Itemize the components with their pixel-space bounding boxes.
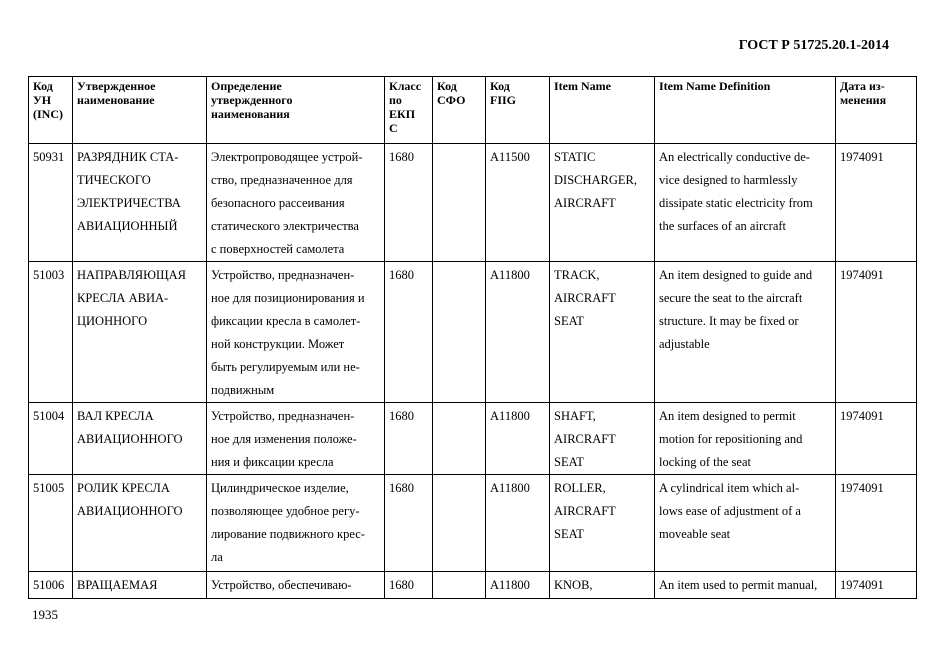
cell-definition <box>207 572 385 599</box>
header-line: Item Name <box>554 79 611 93</box>
cell-line: ла <box>211 550 223 564</box>
cell-line: SEAT <box>554 314 584 328</box>
header-line: УН <box>33 93 52 107</box>
cell-line: motion for repositioning and <box>659 432 803 446</box>
cell-item-definition <box>655 403 836 475</box>
cell-fiig-code: A11800 <box>486 403 550 475</box>
cell-line: Устройство, предназначен- <box>211 268 355 282</box>
cell-line: Устройство, обеспечиваю- <box>211 578 352 592</box>
cell-line: An item designed to permit <box>659 409 796 423</box>
header-line: ЕКП <box>389 107 416 121</box>
table-header-row <box>29 77 917 144</box>
cell-line: АВИАЦИОННЫЙ <box>77 219 178 233</box>
cell-change-date: 1974091 <box>836 475 917 572</box>
header-line: Дата из- <box>840 79 885 93</box>
cell-fiig-code: A11500 <box>486 144 550 262</box>
cell-line: Электропроводящее устрой- <box>211 150 363 164</box>
cell-item-definition <box>655 262 836 403</box>
header-line: Код <box>490 79 510 93</box>
cell-line: ное для позиционирования и <box>211 291 365 305</box>
cell-line: SEAT <box>554 455 584 469</box>
cell-ekps-class: 1680 <box>385 572 433 599</box>
cell-ekps-class: 1680 <box>385 403 433 475</box>
cell-item-name <box>550 403 655 475</box>
cell-item-name <box>550 475 655 572</box>
cell-inc-code: 51004 <box>29 403 73 475</box>
cell-item-definition <box>655 475 836 572</box>
cell-item-name <box>550 144 655 262</box>
cell-approved-name <box>73 144 207 262</box>
cell-definition <box>207 403 385 475</box>
cell-ekps-class: 1680 <box>385 262 433 403</box>
cell-line: лирование подвижного крес- <box>211 527 365 541</box>
cell-item-name <box>550 262 655 403</box>
cell-line: moveable seat <box>659 527 731 541</box>
cell-line: AIRCRAFT <box>554 432 616 446</box>
cell-line: A cylindrical item which al- <box>659 481 800 495</box>
cell-change-date: 1974091 <box>836 144 917 262</box>
cell-sfo-code <box>433 572 486 599</box>
cell-line: ROLLER, <box>554 481 606 495</box>
header-line: Item Name Definition <box>659 79 771 93</box>
col-item-name-header <box>550 77 655 144</box>
cell-fiig-code: A11800 <box>486 475 550 572</box>
cell-line: secure the seat to the aircraft <box>659 291 803 305</box>
cell-line: РОЛИК КРЕСЛА <box>77 481 170 495</box>
table-row <box>29 144 917 262</box>
cell-line: STATIC <box>554 150 596 164</box>
cell-fiig-code: A11800 <box>486 572 550 599</box>
cell-line: AIRCRAFT <box>554 196 616 210</box>
header-line: менения <box>840 93 887 107</box>
cell-line: dissipate static electricity from <box>659 196 813 210</box>
header-line: Код <box>437 79 457 93</box>
cell-line: ния и фиксации кресла <box>211 455 334 469</box>
cell-definition <box>207 475 385 572</box>
table-body <box>29 144 917 599</box>
header-line: Код <box>33 79 53 93</box>
cell-item-name <box>550 572 655 599</box>
header-line: Определение <box>211 79 282 93</box>
cell-line: SHAFT, <box>554 409 596 423</box>
cell-line: АВИАЦИОННОГО <box>77 432 183 446</box>
cell-line: ной конструкции. Может <box>211 337 345 351</box>
cell-line: the surfaces of an aircraft <box>659 219 787 233</box>
cell-line: lows ease of adjustment of a <box>659 504 801 518</box>
cell-line: TRACK, <box>554 268 600 282</box>
cell-line: adjustable <box>659 337 710 351</box>
cell-line: structure. It may be fixed or <box>659 314 799 328</box>
cell-line: с поверхностей самолета <box>211 242 345 256</box>
cell-line: ство, предназначенное для <box>211 173 353 187</box>
cell-ekps-class: 1680 <box>385 144 433 262</box>
document-standard-title: ГОСТ Р 51725.20.1-2014 <box>738 38 889 53</box>
cell-sfo-code <box>433 403 486 475</box>
header-line: (INC) <box>33 107 63 121</box>
header-line: Класс <box>389 79 422 93</box>
cell-line: SEAT <box>554 527 584 541</box>
cell-line: DISCHARGER, <box>554 173 637 187</box>
col-approved-name-header <box>73 77 207 144</box>
cell-item-definition <box>655 144 836 262</box>
cell-line: Цилиндрическое изделие, <box>211 481 349 495</box>
cell-line: фиксации кресла в самолет- <box>211 314 361 328</box>
cell-line: НАПРАВЛЯЮЩАЯ <box>77 268 186 282</box>
cell-line: ЭЛЕКТРИЧЕСТВА <box>77 196 181 210</box>
cell-inc-code: 50931 <box>29 144 73 262</box>
cell-sfo-code <box>433 475 486 572</box>
cell-line: AIRCRAFT <box>554 504 616 518</box>
cell-inc-code: 51006 <box>29 572 73 599</box>
header-line: наименования <box>211 107 290 121</box>
cell-item-definition <box>655 572 836 599</box>
col-change-date-header <box>836 77 917 144</box>
cell-ekps-class: 1680 <box>385 475 433 572</box>
col-fiig-code-header <box>486 77 550 144</box>
cell-approved-name <box>73 475 207 572</box>
cell-change-date: 1974091 <box>836 403 917 475</box>
nomenclature-table <box>28 76 917 599</box>
cell-sfo-code <box>433 144 486 262</box>
col-ekps-class-header <box>385 77 433 144</box>
header-line: утвержденного <box>211 93 293 107</box>
cell-line: позволяющее удобное регу- <box>211 504 360 518</box>
table-row <box>29 262 917 403</box>
cell-line: КРЕСЛА АВИА- <box>77 291 169 305</box>
header-line: наименование <box>77 93 155 107</box>
header-line: С <box>389 121 398 135</box>
table-row <box>29 475 917 572</box>
header-line: FIIG <box>490 93 517 107</box>
cell-approved-name <box>73 262 207 403</box>
cell-line: быть регулируемым или не- <box>211 360 360 374</box>
cell-approved-name <box>73 403 207 475</box>
cell-sfo-code <box>433 262 486 403</box>
header-line: по <box>389 93 402 107</box>
header-line: СФО <box>437 93 466 107</box>
cell-line: vice designed to harmlessly <box>659 173 798 187</box>
col-inc-code-header <box>29 77 73 144</box>
cell-definition <box>207 262 385 403</box>
cell-line: подвижным <box>211 383 275 397</box>
cell-line: ВРАЩАЕМАЯ <box>77 578 158 592</box>
cell-line: KNOB, <box>554 578 593 592</box>
cell-definition <box>207 144 385 262</box>
cell-line: An electrically conductive de- <box>659 150 810 164</box>
cell-line: статического электричества <box>211 219 359 233</box>
cell-line: ТИЧЕСКОГО <box>77 173 151 187</box>
cell-change-date: 1974091 <box>836 572 917 599</box>
cell-line: locking of the seat <box>659 455 751 469</box>
col-definition-header <box>207 77 385 144</box>
cell-inc-code: 51003 <box>29 262 73 403</box>
cell-line: Устройство, предназначен- <box>211 409 355 423</box>
cell-line: ЦИОННОГО <box>77 314 148 328</box>
cell-line: АВИАЦИОННОГО <box>77 504 183 518</box>
cell-line: безопасного рассеивания <box>211 196 345 210</box>
cell-line: AIRCRAFT <box>554 291 616 305</box>
col-item-definition-header <box>655 77 836 144</box>
page-number: 1935 <box>32 607 58 622</box>
cell-line: An item used to permit manual, <box>659 578 818 592</box>
cell-line: ВАЛ КРЕСЛА <box>77 409 154 423</box>
table-row <box>29 572 917 599</box>
cell-change-date: 1974091 <box>836 262 917 403</box>
cell-line: An item designed to guide and <box>659 268 813 282</box>
cell-inc-code: 51005 <box>29 475 73 572</box>
cell-line: РАЗРЯДНИК СТА- <box>77 150 179 164</box>
cell-approved-name <box>73 572 207 599</box>
table-row <box>29 403 917 475</box>
header-line: Утвержденное <box>77 79 156 93</box>
cell-fiig-code: A11800 <box>486 262 550 403</box>
cell-line: ное для изменения положе- <box>211 432 357 446</box>
col-sfo-code-header <box>433 77 486 144</box>
